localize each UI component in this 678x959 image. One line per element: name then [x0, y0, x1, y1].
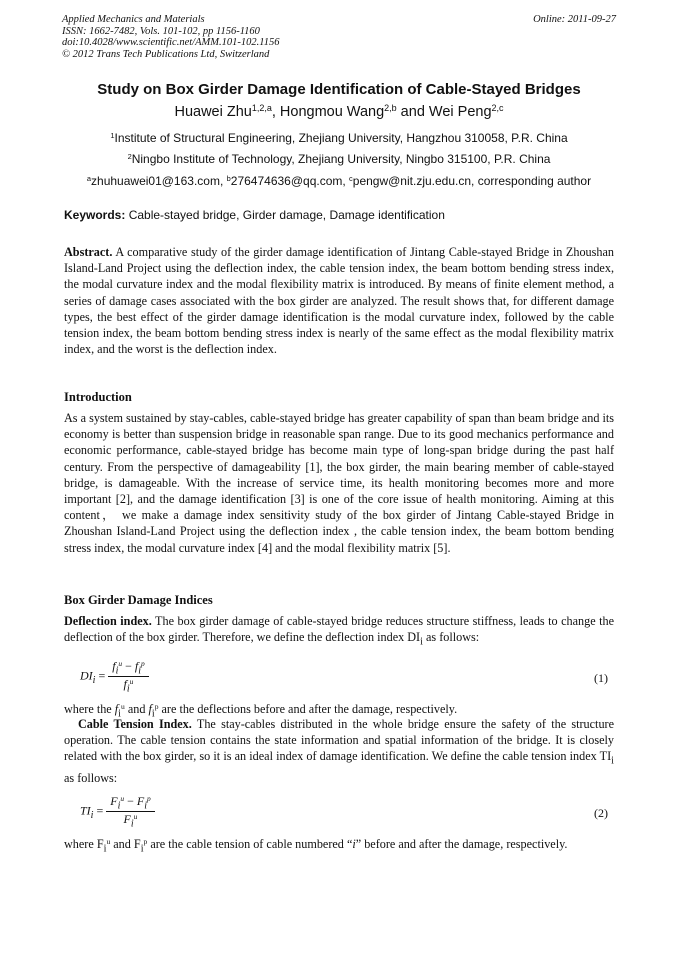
email-address[interactable]: zhuhuawei01@163.com,: [91, 174, 227, 188]
where-text: are the deflections before and after the damage, respectively.: [158, 702, 458, 716]
eq-subscript: i: [140, 843, 144, 855]
email-mark: a: [86, 173, 92, 183]
eq-symbol: f: [148, 702, 152, 716]
email-mark: c: [349, 173, 353, 183]
author-name: Hongmou Wang: [279, 104, 385, 120]
doi-line[interactable]: doi:10.4028/www.scientific.net/AMM.101-102.1156: [62, 37, 280, 48]
issn-line: ISSN: 1662-7482, Vols. 101-102, pp 1156-1160: [62, 25, 260, 37]
equation-number: (1): [594, 671, 608, 685]
eq-subscript: i: [103, 843, 107, 855]
author-separator: ,: [271, 104, 280, 120]
journal-header: [62, 14, 616, 60]
eq-symbol: f: [123, 677, 127, 692]
abstract-text: A comparative study of the girder damage identification of Jintang Cable-stayed Bridge in Zhoushan Island-Land Project using the deflection index, the cable tension index, the beam bottom bending stress index, the modal curvature index and the modal flexibility matrix is introduced. By means of finite element method, a series of damage cases associated with the box girder are analyzed. The result shows that, for different damage types, the best effect of the girder damage identification is the modal curvature index, followed by the cable tension index, the beam bottom bending stress index is nearly of the same effect as the modal flexibility matrix index, and the worst is the deflection index.: [64, 245, 614, 357]
deflection-tail: as follows:: [422, 630, 480, 645]
eq-symbol: F: [136, 794, 145, 808]
author-separator: and: [396, 104, 429, 120]
email-line: [20, 174, 658, 188]
author-name: Wei Peng: [428, 104, 492, 120]
cable-tension-tail: as follows:: [64, 771, 118, 786]
eq-subscript: i: [126, 683, 130, 695]
eq-symbol: F: [110, 794, 118, 808]
eq-superscript: u: [106, 836, 111, 846]
eq-subscript: i: [138, 665, 141, 677]
where-text: and: [124, 702, 149, 716]
where-line-2: [64, 836, 614, 858]
author-affiliation-mark: 2,b: [384, 103, 397, 114]
affiliation-text: Ningbo Institute of Technology, Zhejiang University, Ningbo 315100, P.R. China: [131, 152, 551, 166]
eq-subscript: i: [144, 800, 147, 812]
deflection-label: Deflection index.: [64, 614, 152, 628]
eq-fraction: [108, 659, 148, 695]
author-name: Huawei Zhu: [174, 104, 252, 120]
eq-symbol: f: [112, 659, 116, 673]
eq-symbol: i: [352, 837, 356, 851]
eq-superscript: p: [140, 658, 145, 668]
eq-superscript: u: [120, 793, 125, 803]
eq-subscript: i: [92, 675, 96, 687]
author-line: [20, 104, 658, 120]
affiliation-mark: 2: [127, 151, 132, 161]
where-text: and F: [110, 837, 141, 851]
where-text: ” before and after the damage, respectively.: [355, 837, 568, 851]
eq-superscript: u: [118, 658, 123, 668]
keywords-label: Keywords:: [64, 208, 126, 222]
eq-lhs: TI: [80, 803, 91, 818]
eq-superscript: p: [146, 793, 151, 803]
cable-tension-label: Cable Tension Index.: [78, 717, 192, 731]
section-heading: Box Girder Damage Indices: [64, 593, 213, 607]
affiliation-text: Institute of Structural Engineering, Zhejiang University, Hangzhou 310058, P.R. China: [114, 131, 568, 145]
author-affiliation-mark: 1,2,a: [251, 103, 272, 114]
eq-subscript: i: [118, 708, 121, 720]
deflection-paragraph: [64, 613, 614, 651]
eq-subscript: i: [117, 800, 121, 812]
deflection-text: The box girder damage of cable-stayed bridge reduces structure stiffness, leads to change the deflection of the box girder. Therefore, we define the deflection index DI: [64, 614, 614, 645]
equation-number: (2): [594, 806, 608, 820]
keywords: [64, 208, 624, 222]
equation-2: $TI_i$ = $\frac{F_i^u - F_i^p}{F_i^u}$: [80, 794, 155, 830]
eq-subscript: i: [151, 708, 155, 720]
author-affiliation-mark: 2,c: [491, 103, 504, 114]
eq-superscript: u: [133, 812, 138, 822]
eq-symbol: f: [134, 659, 139, 673]
eq-superscript: u: [129, 677, 134, 687]
eq-superscript: p: [154, 701, 159, 711]
affiliation: [20, 152, 658, 166]
deflection-subscript: i: [420, 636, 423, 648]
eq-fraction: [106, 794, 154, 830]
eq-subscript: i: [90, 810, 94, 822]
equation-1: $DI_i$ = $\frac{f_i^u - f_i^p}{f_i^u}$: [80, 659, 149, 695]
eq-symbol: f: [114, 702, 119, 716]
online-date: Online: 2011-09-27: [533, 14, 616, 25]
introduction-paragraph: As a system sustained by stay-cables, cable-stayed bridge has greater capability of span than beam bridge and its economy is better than suspension bridge in reasonable span range. Due to its good mechanics performance and economic performance, cable-stayed bridge has become main type of long-span bridge during the past half century. From the perspective of damageability [1], the box girder, the main bearing member of cable-stayed bridge, is damageable. With the increase of service time, its health monitoring becomes more and more important [2], and the damage identification [3] is one of the core issue of health monitoring. Aiming at this content， we make a damage index sensitivity study of the box girder of Jintang Cable-stayed Bridge in Zhoushan Island-Land Project using the deflection index , the cable tension index, the beam bottom bending stress index, the modal curvature index [4] and the modal flexibility matrix [5].: [64, 411, 614, 555]
cable-tension-text: The stay-cables distributed in the whole bridge ensure the safety of the structure operation. The cable tension contains the state information and spatial information of the bridge. It is closely related with the box girder, so it is an ideal index of damage identification. We define the cable tension index TI: [64, 717, 615, 764]
eq-lhs: DI: [80, 668, 93, 683]
abstract-label: Abstract.: [64, 245, 113, 259]
eq-superscript: u: [120, 701, 125, 711]
email-address[interactable]: pengw@nit.zju.edu.cn, corresponding author: [352, 174, 592, 188]
eq-operator: −: [122, 659, 135, 673]
copyright-line: © 2012 Trans Tech Publications Ltd, Switzerland: [62, 48, 270, 60]
email-address[interactable]: 276474636@qq.com,: [230, 174, 350, 188]
where-text: where the: [64, 702, 115, 716]
where-text: where F: [64, 837, 104, 851]
eq-superscript: p: [143, 836, 148, 846]
eq-symbol: F: [123, 812, 131, 827]
cable-subscript: i: [611, 755, 614, 767]
affiliation-mark: 1: [110, 130, 115, 140]
affiliation: [20, 131, 658, 145]
email-mark: b: [226, 173, 231, 183]
paper-title: Study on Box Girder Damage Identification of Cable-Stayed Bridges: [97, 81, 581, 98]
section-heading: Introduction: [64, 390, 132, 404]
eq-operator: −: [124, 794, 137, 808]
eq-subscript: i: [115, 665, 119, 677]
where-text: are the cable tension of cable numbered “: [147, 837, 353, 851]
eq-subscript: i: [130, 818, 134, 830]
keywords-text: Cable-stayed bridge, Girder damage, Damage identification: [125, 208, 445, 222]
journal-name: Applied Mechanics and Materials: [62, 14, 205, 25]
cable-tension-paragraph: [64, 716, 614, 786]
abstract: [64, 244, 614, 357]
